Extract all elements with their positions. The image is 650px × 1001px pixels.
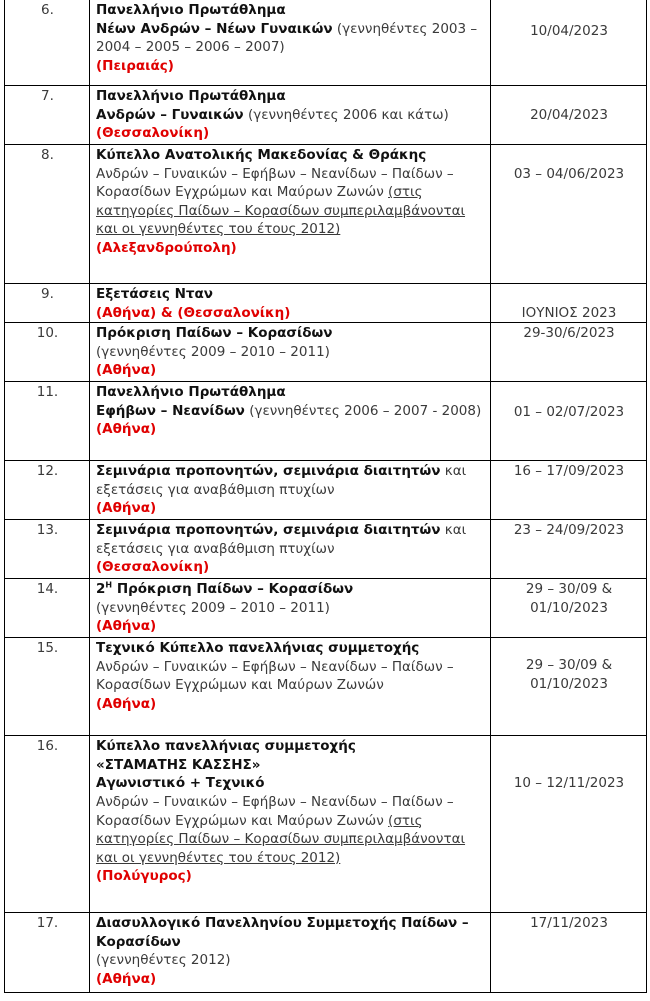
event-title: Τεχνικό Κύπελλο πανελλήνιας συμμετοχής	[96, 640, 420, 657]
event-description: (γεννηθέντες 2006 – 2007 - 2008)	[249, 402, 482, 419]
row-number: 9.	[5, 284, 90, 323]
event-description: Ανδρών – Γυναικών – Εφήβων – Νεανίδων – Παίδων – Κορασίδων Εγχρώμων και Μαύρων Ζωνών	[96, 658, 454, 694]
event-cell	[90, 145, 491, 284]
event-cell	[90, 284, 491, 323]
event-location: (Αθήνα)	[96, 695, 157, 712]
row-number: 7.	[5, 86, 90, 145]
event-cell	[90, 913, 491, 993]
event-description: (γεννηθέντες 2006 και κάτω)	[247, 106, 449, 123]
event-date: 01 – 02/07/2023	[491, 382, 647, 461]
row-number: 16.	[5, 736, 90, 913]
event-date: 17/11/2023	[491, 913, 647, 993]
row-number: 14.	[5, 579, 90, 638]
table-row	[5, 0, 647, 86]
event-location: (Πολύγυρος)	[96, 868, 192, 885]
schedule-table	[4, 0, 647, 993]
table-row	[5, 461, 647, 520]
event-note: (στις κατηγορίες Παίδων – Κορασίδων συμπεριλαμβάνονται και οι γεννηθέντες του έτους 2012)	[96, 812, 466, 866]
event-cell	[90, 0, 491, 86]
event-title: Σεμινάρια προπονητών, σεμινάρια διαιτητών	[96, 463, 441, 480]
event-subtitle: Νέων Ανδρών – Νέων Γυναικών	[96, 20, 333, 37]
event-title: Πανελλήνιο Πρωτάθλημα	[96, 2, 286, 18]
row-number: 13.	[5, 520, 90, 579]
event-title: Πρόκριση Παίδων – Κορασίδων	[96, 325, 333, 342]
event-description: (γεννηθέντες 2009 – 2010 – 2011)	[96, 343, 330, 360]
table-row	[5, 736, 647, 913]
event-cell	[90, 461, 491, 520]
event-date: 29-30/6/2023	[491, 323, 647, 382]
event-date-line2: 01/10/2023	[530, 599, 608, 616]
event-description: (γεννηθέντες 2012)	[96, 952, 231, 969]
event-subtitle: Εφήβων – Νεανίδων	[96, 402, 245, 419]
event-cell	[90, 323, 491, 382]
event-location: (Αθήνα)	[96, 421, 157, 438]
event-description: (γεννηθέντες 2009 – 2010 – 2011)	[96, 599, 330, 616]
event-date-line1: 29 – 30/09 &	[525, 581, 613, 598]
ordinal-suffix: Η	[105, 580, 113, 590]
event-title: Πανελλήνιο Πρωτάθλημα	[96, 384, 286, 401]
row-number: 11.	[5, 382, 90, 461]
row-number: 10.	[5, 323, 90, 382]
event-cell	[90, 638, 491, 736]
event-cell	[90, 736, 491, 913]
event-location: (Αθήνα)	[96, 362, 157, 379]
event-category: Αγωνιστικό + Τεχνικό	[96, 775, 265, 792]
event-date: ΙΟΥΝΙΟΣ 2023	[491, 284, 647, 323]
row-number: 6.	[5, 0, 90, 86]
table-row	[5, 145, 647, 284]
event-location: (Αθήνα)	[96, 618, 157, 635]
event-date	[491, 638, 647, 736]
event-title: Διασυλλογικό Πανελληνίου Συμμετοχής Παίδων – Κορασίδων	[96, 915, 469, 950]
event-date: 10 – 12/11/2023	[491, 736, 647, 913]
event-description: (γεννηθέντες 2003 – 2004 – 2005 – 2006 – 2007)	[96, 20, 478, 56]
event-note: (στις κατηγορίες Παίδων – Κορασίδων συμπεριλαμβάνονται και οι γεννηθέντες του έτους 2012)	[96, 184, 466, 238]
event-date: 23 – 24/09/2023	[491, 520, 647, 579]
event-cell	[90, 382, 491, 461]
table-row	[5, 86, 647, 145]
table-row	[5, 284, 647, 323]
event-date: 20/04/2023	[491, 86, 647, 145]
event-title: Εξετάσεις Νταν	[96, 286, 213, 302]
event-location: (Αθήνα)	[96, 500, 157, 517]
event-location: (Θεσσαλονίκη)	[96, 125, 210, 142]
event-title: Πρόκριση Παίδων – Κορασίδων	[116, 581, 354, 598]
event-location: (Πειραιάς)	[96, 57, 174, 74]
event-date: 10/04/2023	[491, 0, 647, 86]
row-number: 17.	[5, 913, 90, 993]
event-cell	[90, 520, 491, 579]
event-cell	[90, 579, 491, 638]
event-date	[491, 579, 647, 638]
event-description: και εξετάσεις για αναβάθμιση πτυχίων	[96, 522, 467, 557]
table-row	[5, 382, 647, 461]
event-date: 03 – 04/06/2023	[491, 145, 647, 284]
event-location: (Αλεξανδρούπολη)	[96, 239, 237, 256]
event-description: και εξετάσεις για αναβάθμιση πτυχίων	[96, 463, 467, 498]
table-row	[5, 520, 647, 579]
event-location: (Θεσσαλονίκη)	[96, 559, 210, 576]
event-date-line1: 29 – 30/09 &	[525, 657, 613, 674]
event-cell	[90, 86, 491, 145]
event-location: (Αθήνα)	[96, 970, 157, 987]
event-subtitle: Ανδρών – Γυναικών	[96, 106, 244, 123]
event-title: Σεμινάρια προπονητών, σεμινάρια διαιτητών	[96, 522, 441, 539]
event-title: Κύπελλο Ανατολικής Μακεδονίας & Θράκης	[96, 147, 427, 163]
table-row	[5, 323, 647, 382]
event-date: 16 – 17/09/2023	[491, 461, 647, 520]
row-number: 15.	[5, 638, 90, 736]
event-subtitle: «ΣΤΑΜΑΤΗΣ ΚΑΣΣΗΣ»	[96, 756, 261, 773]
ordinal-number: 2	[96, 581, 106, 598]
event-description: Ανδρών – Γυναικών – Εφήβων – Νεανίδων – Παίδων – Κορασίδων Εγχρώμων και Μαύρων Ζωνών	[96, 793, 454, 829]
table-row	[5, 579, 647, 638]
event-title: Πανελλήνιο Πρωτάθλημα	[96, 88, 286, 104]
event-description: Ανδρών – Γυναικών – Εφήβων – Νεανίδων – Παίδων – Κορασίδων Εγχρώμων και Μαύρων Ζωνών	[96, 165, 454, 201]
row-number: 12.	[5, 461, 90, 520]
event-location: (Αθήνα) & (Θεσσαλονίκη)	[96, 304, 291, 321]
table-row	[5, 638, 647, 736]
event-title: Κύπελλο πανελλήνιας συμμετοχής	[96, 738, 356, 755]
row-number: 8.	[5, 145, 90, 284]
table-row	[5, 913, 647, 993]
event-date-line2: 01/10/2023	[530, 675, 608, 692]
